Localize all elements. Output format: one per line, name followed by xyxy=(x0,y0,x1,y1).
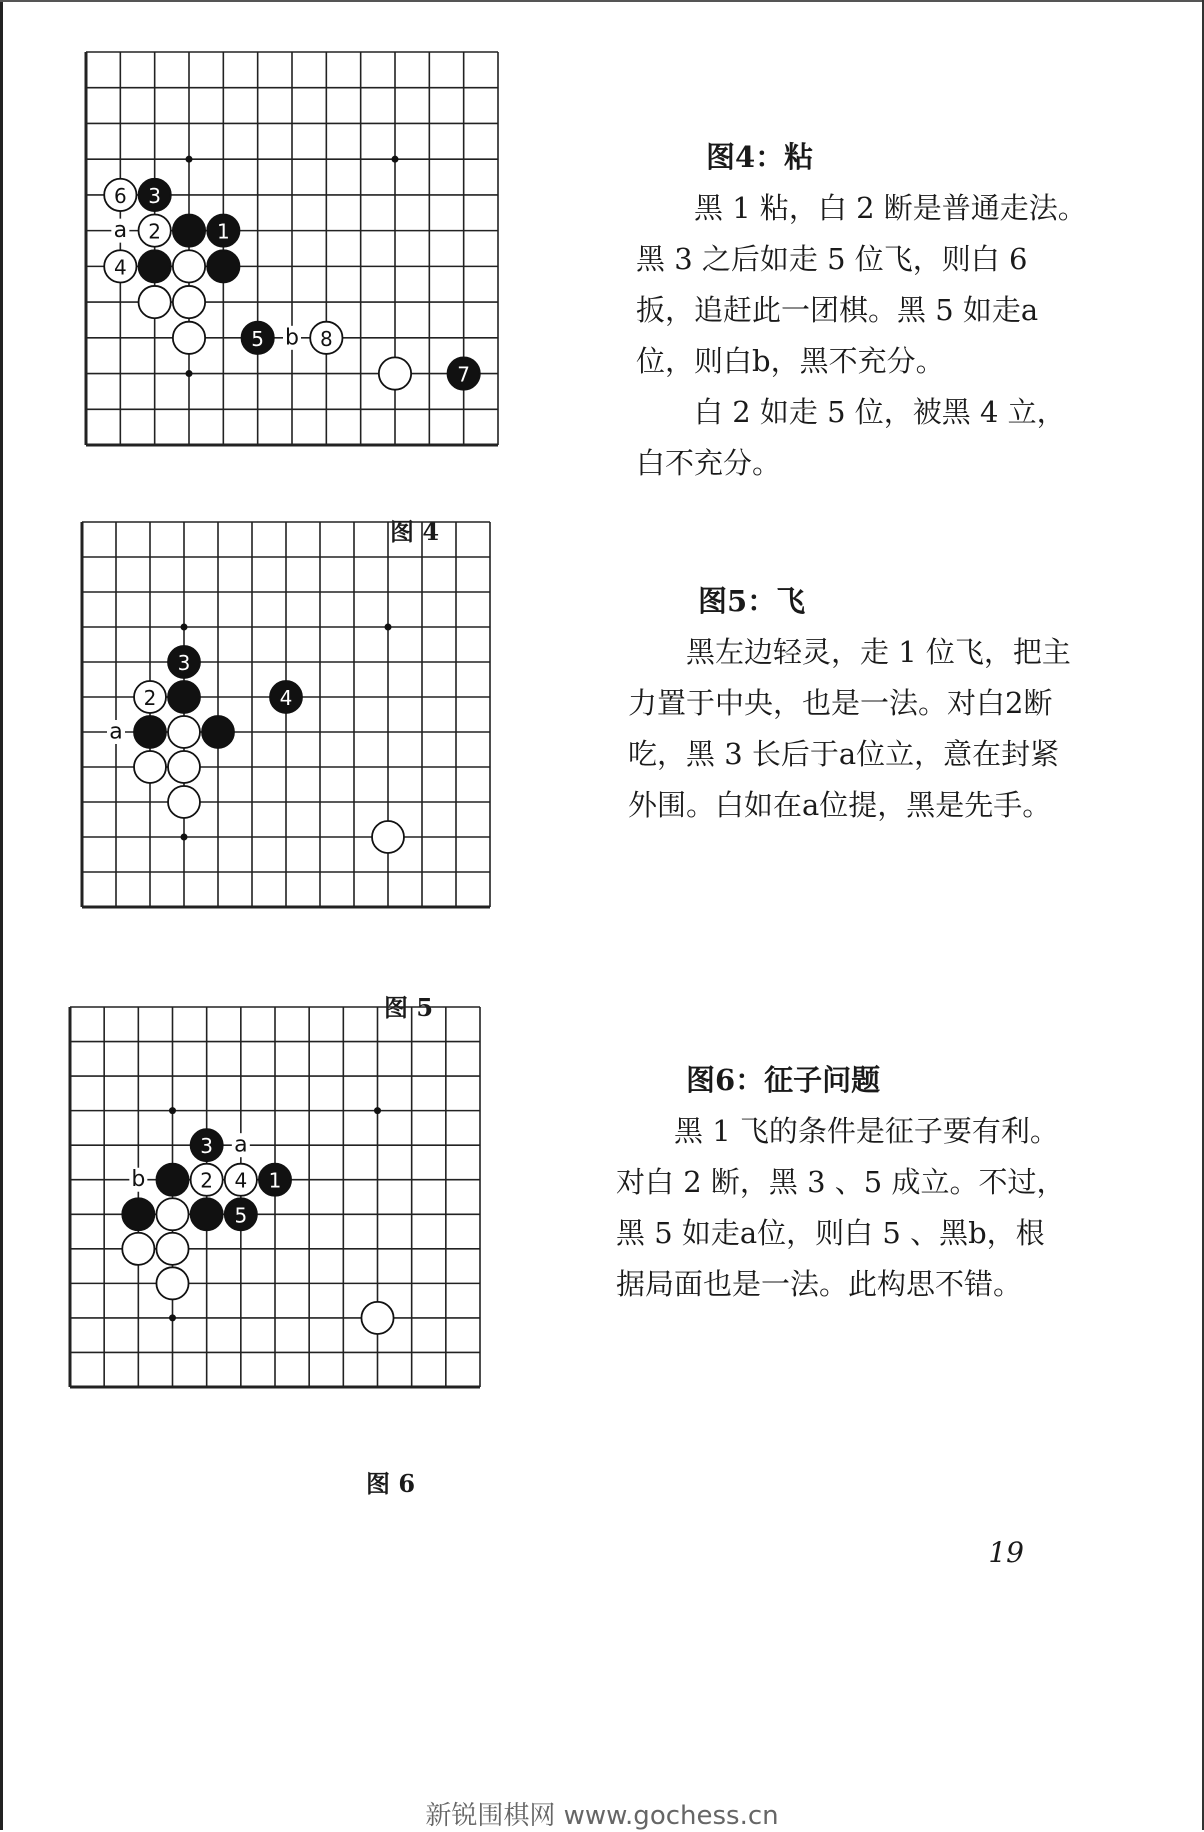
stone-number: 8 xyxy=(319,326,333,351)
stone-body xyxy=(168,716,200,748)
black-stone xyxy=(202,716,234,748)
page-left-border xyxy=(0,0,3,1830)
black-stone xyxy=(168,646,200,678)
stone-body xyxy=(168,786,200,818)
point-label: b xyxy=(131,1167,146,1193)
star-point xyxy=(374,1107,381,1114)
stone-number: 3 xyxy=(200,1134,214,1159)
stone-number: 1 xyxy=(216,219,230,244)
point-label: a xyxy=(109,719,123,745)
black-stone xyxy=(207,250,239,282)
black-stone xyxy=(173,214,205,246)
stone-body xyxy=(361,1302,393,1334)
stone-number: 3 xyxy=(148,183,162,208)
stone-body xyxy=(156,1233,188,1265)
stone-number: 4 xyxy=(113,255,127,280)
stone-body xyxy=(173,250,205,282)
stone-number: 5 xyxy=(234,1203,248,1228)
black-stone xyxy=(242,322,274,354)
point-label: a xyxy=(113,218,128,244)
board-svg xyxy=(68,1005,498,1397)
black-stone xyxy=(168,681,200,713)
white-stone xyxy=(104,179,136,211)
stone-number: 1 xyxy=(268,1168,282,1193)
stone-number: 2 xyxy=(200,1168,214,1193)
black-stone xyxy=(134,716,166,748)
stone-body xyxy=(173,214,205,246)
figure-5-caption: 图 5 xyxy=(384,993,434,1022)
black-stone xyxy=(191,1129,223,1161)
figure-5-text xyxy=(628,576,1083,831)
figure-4-title: 图4：粘 xyxy=(706,140,814,174)
star-point xyxy=(169,1314,176,1321)
page-number: 19 xyxy=(988,1536,1024,1569)
white-stone xyxy=(134,751,166,783)
stone-body xyxy=(139,250,171,282)
figure-6-title: 图6：征子问题 xyxy=(686,1063,881,1097)
black-stone xyxy=(270,681,302,713)
white-stone xyxy=(191,1164,223,1196)
white-stone xyxy=(168,786,200,818)
white-stone xyxy=(139,214,171,246)
star-point xyxy=(385,624,392,631)
figure-4-body xyxy=(636,183,1091,489)
stone-number: 4 xyxy=(279,686,293,710)
black-stone xyxy=(156,1164,188,1196)
figure-5-title: 图5：飞 xyxy=(698,584,806,618)
white-stone xyxy=(156,1233,188,1265)
black-stone xyxy=(259,1164,291,1196)
star-point xyxy=(181,624,188,631)
figure-6-caption: 图 6 xyxy=(366,1469,416,1498)
black-stone xyxy=(122,1198,154,1230)
white-stone xyxy=(122,1233,154,1265)
board-grid xyxy=(86,52,498,445)
stone-number: 6 xyxy=(113,183,127,208)
white-stone xyxy=(173,250,205,282)
stone-body xyxy=(134,751,166,783)
stone-body xyxy=(191,1198,223,1230)
star-point xyxy=(169,1107,176,1114)
stone-body xyxy=(207,250,239,282)
point-label: a xyxy=(234,1132,248,1158)
white-stone xyxy=(134,681,166,713)
go-board-figure-6 xyxy=(68,1005,498,1397)
star-point xyxy=(392,156,399,163)
stone-body xyxy=(156,1164,188,1196)
figure-6-body xyxy=(616,1106,1071,1310)
white-stone xyxy=(104,250,136,282)
stone-body xyxy=(134,716,166,748)
stone-body xyxy=(168,681,200,713)
stone-number: 2 xyxy=(143,686,157,710)
point-label: b xyxy=(285,325,299,351)
white-stone xyxy=(173,322,205,354)
figure-6-text xyxy=(616,1055,1071,1310)
white-stone xyxy=(379,357,411,389)
stone-number: 3 xyxy=(177,651,191,675)
figure-4-paragraph-1: 黑 1 粘，白 2 断是普通走法。黑 3 之后如走 5 位飞，则白 6 扳，追赶此一团棋。黑 5 如走a位，则白b，黑不充分。 xyxy=(636,191,1087,378)
stone-number: 7 xyxy=(457,362,471,387)
board-grid xyxy=(70,1007,480,1387)
stone-body xyxy=(173,322,205,354)
stone-number: 4 xyxy=(234,1168,248,1193)
figure-4-caption: 图 4 xyxy=(390,517,440,546)
stone-body xyxy=(156,1267,188,1299)
go-board-figure-4 xyxy=(84,50,516,455)
stone-body xyxy=(168,751,200,783)
white-stone xyxy=(173,286,205,318)
stone-body xyxy=(202,716,234,748)
page-top-border xyxy=(0,0,1204,2)
white-stone xyxy=(168,716,200,748)
stone-body xyxy=(122,1198,154,1230)
white-stone xyxy=(225,1164,257,1196)
star-point xyxy=(186,156,193,163)
white-stone xyxy=(139,286,171,318)
stone-number: 5 xyxy=(251,326,265,351)
stone-body xyxy=(173,286,205,318)
star-point xyxy=(186,370,193,377)
black-stone xyxy=(139,250,171,282)
white-stone xyxy=(310,322,342,354)
figure-5-paragraph-1: 黑左边轻灵，走 1 位飞，把主力置于中央，也是一法。对白2断吃，黑 3 长后于a位立，意在封紧外围。白如在a位提，黑是先手。 xyxy=(628,635,1071,822)
board-svg xyxy=(80,520,508,917)
watermark: 新锐围棋网 www.gochess.cn xyxy=(425,1801,779,1831)
black-stone xyxy=(191,1198,223,1230)
white-stone xyxy=(168,751,200,783)
black-stone xyxy=(225,1198,257,1230)
stone-body xyxy=(139,286,171,318)
black-stone xyxy=(448,357,480,389)
black-stone xyxy=(207,214,239,246)
figure-4-paragraph-2: 白 2 如走 5 位，被黑 4 立，白不充分。 xyxy=(636,395,1066,480)
stone-body xyxy=(372,821,404,853)
star-point xyxy=(181,834,188,841)
white-stone xyxy=(361,1302,393,1334)
figure-4-text xyxy=(636,132,1091,489)
board-svg xyxy=(84,50,516,455)
black-stone xyxy=(139,179,171,211)
white-stone xyxy=(156,1198,188,1230)
white-stone xyxy=(156,1267,188,1299)
stone-number: 2 xyxy=(148,219,162,244)
stone-body xyxy=(122,1233,154,1265)
white-stone xyxy=(372,821,404,853)
board-grid xyxy=(82,522,490,907)
go-board-figure-5 xyxy=(80,520,508,917)
stone-body xyxy=(156,1198,188,1230)
figure-6-paragraph-1: 黑 1 飞的条件是征子要有利。对白 2 断，黑 3 、5 成立。不过，黑 5 如走a位，则白 5 、黑b，根据局面也是一法。此构思不错。 xyxy=(616,1114,1066,1301)
stone-body xyxy=(379,357,411,389)
figure-5-body xyxy=(628,627,1083,831)
